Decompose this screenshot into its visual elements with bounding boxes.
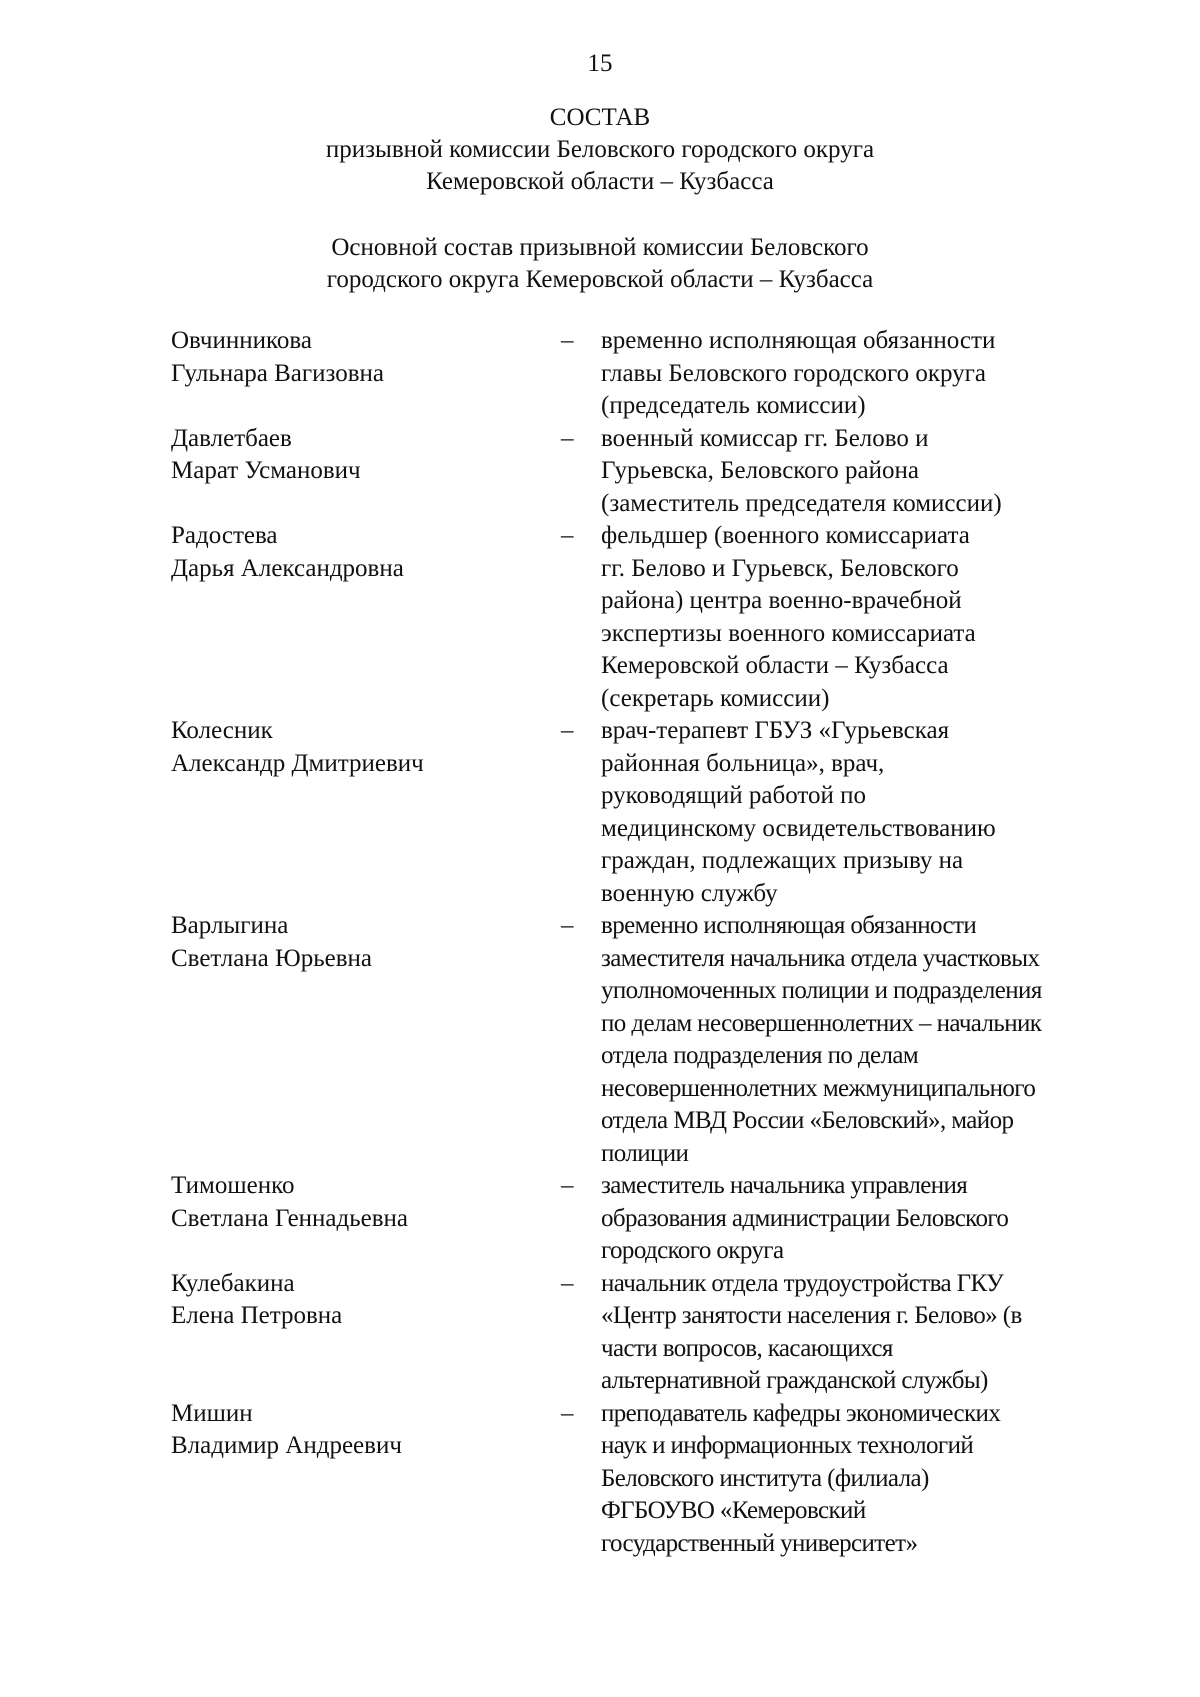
role-line: главы Беловского городского округа <box>601 359 986 387</box>
role-line: районная больница», врач, <box>601 749 885 777</box>
member-role <box>601 1170 1111 1268</box>
member-surname: Радостева <box>171 522 278 549</box>
member-name <box>171 715 561 910</box>
member-role <box>601 423 1111 521</box>
section-title-line: городского округа Кемеровской области – Кузбасса <box>326 266 874 293</box>
role-line: полиции <box>601 1139 689 1167</box>
role-line: Кемеровской области – Кузбасса <box>601 652 949 679</box>
member-surname: Колесник <box>171 717 273 744</box>
role-line: «Центр занятости населения г. Белово» (в <box>601 1302 1022 1329</box>
document-title <box>0 102 1200 198</box>
member-entry <box>171 1398 1111 1561</box>
role-line: врач-терапевт ГБУЗ «Гурьевская <box>601 717 950 744</box>
member-role <box>601 520 1111 715</box>
role-line: альтернативной гражданской службы) <box>601 1367 988 1394</box>
member-dash: – <box>561 1269 574 1297</box>
role-line: начальник отдела трудоустройства ГКУ <box>601 1269 1004 1297</box>
member-name <box>171 1398 561 1561</box>
title-line: СОСТАВ <box>549 104 651 131</box>
role-line: фельдшер (военного комиссариата <box>601 522 970 549</box>
role-line: городского округа <box>601 1237 784 1264</box>
role-line: (секретарь комиссии) <box>601 684 830 712</box>
title-line: призывной комиссии Беловского городского округа <box>325 136 875 163</box>
role-line: ФГБОУВО «Кемеровский <box>601 1497 866 1524</box>
role-line: заместителя начальника отдела участковых <box>601 944 1040 972</box>
member-dash: – <box>561 717 574 744</box>
role-line: гг. Белово и Гурьевск, Беловского <box>601 554 959 582</box>
role-line: района) центра военно-врачебной <box>601 587 962 614</box>
member-given-name: Светлана Геннадьевна <box>171 1204 409 1232</box>
member-entry <box>171 325 1111 423</box>
role-line: преподаватель кафедры экономических <box>601 1399 1001 1427</box>
role-line: временно исполняющая обязанности <box>601 912 977 939</box>
member-dash: – <box>561 424 574 452</box>
role-line: части вопросов, касающихся <box>601 1334 893 1362</box>
member-dash: – <box>561 1172 574 1199</box>
role-line: руководящий работой по <box>601 782 867 809</box>
member-name <box>171 1170 561 1268</box>
role-line: государственный университет» <box>601 1529 918 1557</box>
role-line: по делам несовершеннолетних – начальник <box>601 1009 1042 1037</box>
role-line: заместитель начальника управления <box>601 1172 968 1199</box>
member-entry <box>171 910 1111 1170</box>
role-line: (заместитель председателя комиссии) <box>601 489 1002 517</box>
role-line: военный комиссар гг. Белово и <box>601 424 929 452</box>
member-given-name: Елена Петровна <box>171 1302 343 1329</box>
member-dash: – <box>561 912 574 939</box>
member-dash: – <box>561 1399 574 1427</box>
member-entry <box>171 715 1111 910</box>
member-entry <box>171 520 1111 715</box>
member-given-name: Гульнара Вагизовна <box>171 359 385 387</box>
member-surname: Варлыгина <box>171 912 289 939</box>
member-role <box>601 325 1111 423</box>
title-line: Кемеровской области – Кузбасса <box>426 168 774 195</box>
page-number: 15 <box>587 50 613 77</box>
role-line: временно исполняющая обязанности <box>601 327 996 354</box>
role-line: экспертизы военного комиссариата <box>601 619 976 647</box>
role-line: Гурьевска, Беловского района <box>601 457 920 484</box>
role-line: Беловского института (филиала) <box>601 1464 929 1492</box>
member-given-name: Александр Дмитриевич <box>171 749 424 777</box>
role-line: отдела подразделения по делам <box>601 1042 919 1069</box>
member-name <box>171 325 561 423</box>
role-line: военную службу <box>601 879 778 907</box>
role-line: несовершеннолетних межмуниципального <box>601 1074 1036 1102</box>
member-name <box>171 520 561 715</box>
member-name <box>171 910 561 1170</box>
role-line: уполномоченных полиции и подразделения <box>601 977 1042 1004</box>
member-surname: Овчинникова <box>171 327 312 354</box>
role-line: отдела МВД России «Беловский», майор <box>601 1107 1014 1134</box>
member-entry <box>171 1170 1111 1268</box>
member-given-name: Владимир Андреевич <box>171 1432 402 1459</box>
role-line: граждан, подлежащих призыву на <box>601 847 964 874</box>
member-role <box>601 1268 1111 1398</box>
member-given-name: Дарья Александровна <box>171 554 404 582</box>
role-line: образования администрации Беловского <box>601 1204 1009 1232</box>
member-surname: Тимошенко <box>171 1172 295 1199</box>
member-given-name: Светлана Юрьевна <box>171 944 373 972</box>
member-name <box>171 423 561 521</box>
role-line: (председатель комиссии) <box>601 392 866 419</box>
member-surname: Давлетбаев <box>171 424 292 452</box>
section-title <box>0 232 1200 296</box>
role-line: медицинскому освидетельствованию <box>601 814 996 842</box>
member-dash: – <box>561 522 574 549</box>
member-given-name: Марат Усманович <box>171 457 361 484</box>
member-entry <box>171 1268 1111 1398</box>
member-role <box>601 910 1111 1170</box>
member-dash: – <box>561 327 574 354</box>
member-name <box>171 1268 561 1398</box>
section-title-line: Основной состав призывной комиссии Беловского <box>331 234 869 261</box>
member-surname: Мишин <box>171 1399 253 1427</box>
members-list <box>171 325 1111 1560</box>
role-line: наук и информационных технологий <box>601 1432 974 1459</box>
member-role <box>601 715 1111 910</box>
member-entry <box>171 423 1111 521</box>
member-surname: Кулебакина <box>171 1269 295 1297</box>
member-role <box>601 1398 1111 1561</box>
